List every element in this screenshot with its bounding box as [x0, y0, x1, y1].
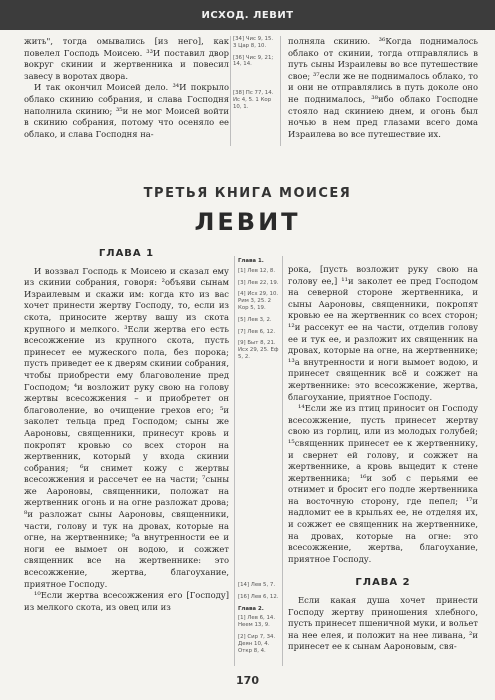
column-divider — [280, 36, 281, 146]
page-number: 170 — [236, 674, 259, 687]
column-divider — [234, 256, 235, 666]
chapter-heading: ГЛАВА 2 — [355, 577, 411, 589]
running-title: ИСХОД. ЛЕВИТ — [201, 9, 294, 21]
cross-reference: [14] Лев 5, 7. — [238, 582, 276, 588]
cross-reference: [1] Лев 12, 8. — [238, 267, 276, 274]
cross-references-top — [233, 36, 277, 116]
cross-reference: [1] Лев 6, 14. Неем 13, 9. — [238, 615, 276, 629]
paragraph: И так окончил Моисей дело. ³⁴И покрыло облако скинию собрания, и слава Господня наполнила скинию; ³⁵и не мог Моисей войти в скинию собрания, потому что осеняло ее облако, и слава Господня на- — [24, 82, 229, 139]
top-left-column — [24, 36, 229, 140]
paragraph: рока, [пусть возложит руку свою на голову ее,] ¹¹и заколет ее пред Господом на северной стороне жертвенника, и сыны Аароновы, священники, покропят кровью ее на жертвенник со всех сторон; ¹²и рассекут ее на части, отделив голову ее и тук ее, и разложит их священник на дровах, которые на огне, на жертвеннике; ¹³а внутренности и ноги вымоет водою, и принесет священник всё и сожжет на жертвеннике: это всесожжение, жертва, благоухание, приятное Господу. — [288, 264, 478, 402]
cross-reference: [9] Быт 8, 21. Исх 29, 25. Еф 5, 2. — [238, 340, 279, 360]
running-header — [0, 0, 495, 30]
paragraph: ¹⁴Если же из птиц приносит он Господу всесожжение, пусть принесет жертву свою из горлиц, или из молодых голубей; ¹⁵священник принесет ее к жертвеннику, и свернет ей голову, и сожжет на жертвеннике, а кровь выцедит к стене жертвенника; ¹⁶и зоб с перьями ее отнимет и бросит его подле жертвенника на восточную сторону, где пепел; ¹⁷и надломит ее в крыльях ее, не отделяя их, и сожжет ее священник на жертвеннике, на дровах, которые на огне: это всесожжение, жертва, благоухание, приятное Господу. — [288, 403, 478, 564]
top-right-column — [288, 36, 478, 140]
paragraph: Если какая душа хочет принести Господу жертву приношения хлебного, пусть принесет пшеничной муки, и вольет на нее елея, и положит на нее ливана, ²и принесет ее к сынам Аароновым, свя- — [288, 595, 479, 652]
paragraph: полняла скинию. ³⁶Когда поднималось облако от скинии, тогда отправлялись в путь сыны Израилевы во все путешествие свое; ³⁷если же не поднималось облако, то и они не отправлялись в путь доколе оно не поднималось, ³⁸ибо облако Господне стояло над скиниею днем, и огонь был ночью в нем пред глазами всего дома Израилева во все путешествие их. — [288, 36, 478, 139]
cross-reference: [34] Чис 9, 15. 3 Цар 8, 10. — [233, 36, 274, 49]
cross-reference: [4] Исх 29, 10. Рим 3, 25. 2 Кор 5, 19. — [238, 291, 279, 311]
paragraph: жить", тогда омывались [из него], как повелел Господь Моисею. ³³И поставил двор вокруг скинии и жертвенника и повесил завесу в воротах двора. — [24, 36, 229, 81]
cross-references-chapter1 — [238, 258, 282, 366]
refs-header: Глава 1. — [238, 258, 264, 264]
chapter-heading: ГЛАВА 1 — [98, 248, 155, 259]
cross-reference: [5] Лев 3, 2. — [238, 316, 272, 323]
left-column — [24, 246, 229, 613]
column-divider — [282, 256, 283, 666]
refs-header: Глава 2. — [238, 605, 264, 612]
column-divider — [230, 36, 231, 146]
paragraph: И воззвал Господь к Моисею и сказал ему из скинии собрания, говоря: ²объяви сынам Израилевым и скажи им: когда кто из вас хочет принести жертву Господу, то, если из скота, приносите жертву вашу из скота крупного и мелкого. ³Если жертва его есть всесожжение из крупного скота, пусть принесет ее мужеского пола, без порока; пусть приведет ее к дверям скинии собрания, чтобы приобрести ему благоволение пред Господом; ⁴и возложит руку свою на голову жертвы всесожжения – и приобретет он благоволение, во очищение грехов его; ⁵и заколет тельца пред Господом; сыны же Аароновы, священники, принесут кровь и покропят кровью со всех сторон на жертвенник, который у входа скинии собрания; ⁶и снимет кожу с жертвы всесожжения и рассечет ее на части; ⁷сыны же Аароновы, священники, положат на жертвенник огонь и на огне разложат дрова; ⁸и разложат сыны Аароновы, священники, части, голову и тук на дровах, которые на огне, на жертвеннике; ⁹а внутренности ее и ноги ее вымоет он водою, и сожжет священник все на жертвеннике: это всесожжение, жертва, благоухание, приятное Господу. — [24, 265, 229, 589]
cross-reference: [2] Сир 7, 34. Деян 10, 4. Откр 8, 4. — [238, 633, 276, 654]
cross-reference: [36] Чис 9, 21; 14, 14. — [233, 54, 274, 68]
paragraph: ¹⁰Если жертва всесожжения его [Господу] из мелкого скота, из овец или из — [24, 590, 229, 612]
book-subtitle: ТРЕТЬЯ КНИГА МОИСЕЯ — [143, 186, 352, 201]
cross-reference: [7] Лев 6, 12. — [238, 328, 276, 335]
cross-references-chapter2 — [238, 582, 282, 659]
cross-reference: [16] Лев 6, 12. — [238, 593, 279, 600]
cross-reference: [3] Лев 22, 19. — [238, 279, 279, 286]
cross-reference: [38] Пс 77, 14. Ис 4, 5. 1 Кор 10, 1. — [233, 90, 274, 110]
book-title: ЛЕВИТ — [194, 208, 301, 236]
right-column — [288, 264, 478, 653]
